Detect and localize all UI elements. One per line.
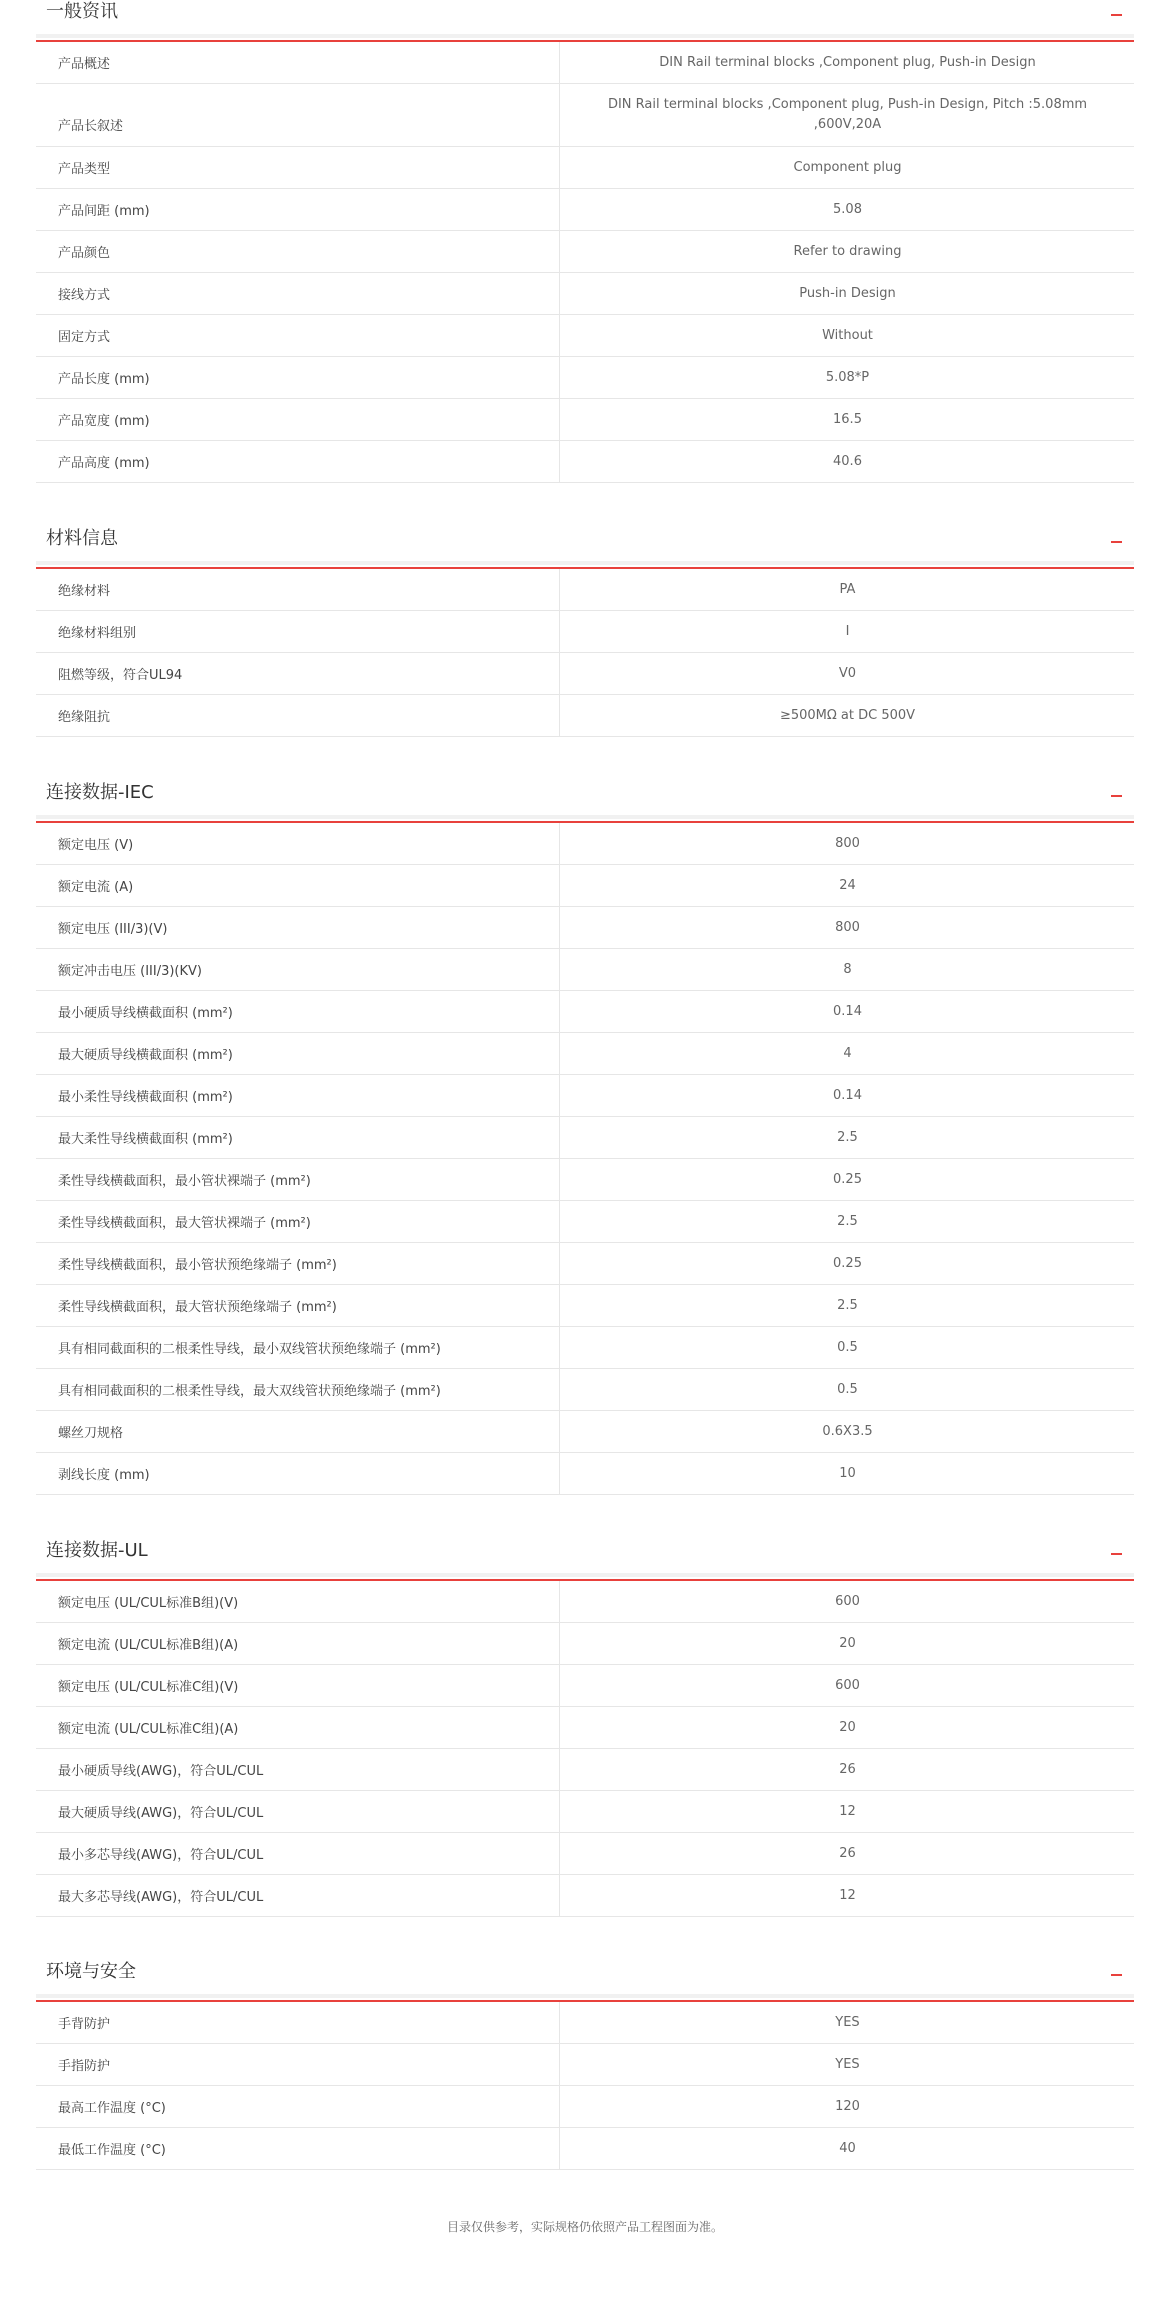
spec-label: 产品长度 (mm) bbox=[36, 357, 560, 398]
spec-value: 10 bbox=[839, 1465, 856, 1481]
spec-label: 产品长叙述 bbox=[36, 84, 560, 146]
table-row bbox=[36, 949, 1134, 991]
spec-value: 0.14 bbox=[833, 1003, 862, 1019]
spec-label: 手指防护 bbox=[36, 2044, 560, 2085]
spec-table bbox=[36, 42, 1134, 483]
spec-label: 产品类型 bbox=[36, 147, 560, 188]
spec-value: ≥500MΩ at DC 500V bbox=[779, 707, 916, 723]
spec-value: 800 bbox=[835, 919, 860, 935]
table-row bbox=[36, 1369, 1134, 1411]
table-row bbox=[36, 1623, 1134, 1665]
spec-label: 产品间距 (mm) bbox=[36, 189, 560, 230]
spec-label: 最小硬质导线横截面积 (mm²) bbox=[36, 991, 560, 1032]
spec-table bbox=[36, 1581, 1134, 1917]
table-row bbox=[36, 1791, 1134, 1833]
spec-label: 具有相同截面积的二根柔性导线，最小双线管状预绝缘端子 (mm²) bbox=[36, 1327, 560, 1368]
section-connection-ul bbox=[36, 1539, 1134, 1917]
section-general-info bbox=[36, 0, 1134, 483]
spec-value: 24 bbox=[839, 877, 856, 893]
spec-value: 8 bbox=[843, 961, 852, 977]
section-material-info bbox=[36, 527, 1134, 737]
spec-label: 额定电压 (V) bbox=[36, 823, 560, 864]
table-row bbox=[36, 1581, 1134, 1623]
spec-value: 2.5 bbox=[837, 1213, 858, 1229]
table-row bbox=[36, 569, 1134, 611]
spec-value: 2.5 bbox=[837, 1297, 858, 1313]
spec-label: 产品概述 bbox=[36, 42, 560, 83]
spec-value: 20 bbox=[839, 1635, 856, 1651]
spec-label: 额定电压 (UL/CUL标准B组)(V) bbox=[36, 1581, 560, 1622]
section-header[interactable] bbox=[36, 0, 1134, 42]
spec-label: 最大硬质导线(AWG)，符合UL/CUL bbox=[36, 1791, 560, 1832]
spec-value: 600 bbox=[835, 1677, 860, 1693]
spec-value: Push-in Design bbox=[799, 285, 896, 301]
spec-label: 柔性导线横截面积，最大管状裸端子 (mm²) bbox=[36, 1201, 560, 1242]
collapse-icon[interactable] bbox=[1111, 795, 1122, 797]
table-row bbox=[36, 1707, 1134, 1749]
spec-label: 产品高度 (mm) bbox=[36, 441, 560, 482]
table-row bbox=[36, 991, 1134, 1033]
spec-label: 额定电压 (UL/CUL标准C组)(V) bbox=[36, 1665, 560, 1706]
table-row bbox=[36, 907, 1134, 949]
spec-label: 最小多芯导线(AWG)，符合UL/CUL bbox=[36, 1833, 560, 1874]
spec-value: YES bbox=[835, 2056, 860, 2072]
table-row bbox=[36, 1833, 1134, 1875]
spec-value: DIN Rail terminal blocks ,Component plug, Push-in Design bbox=[659, 54, 1036, 70]
spec-label: 额定电流 (UL/CUL标准B组)(A) bbox=[36, 1623, 560, 1664]
spec-value: 0.14 bbox=[833, 1087, 862, 1103]
section-title: 环境与安全 bbox=[46, 1961, 136, 1982]
spec-label: 产品宽度 (mm) bbox=[36, 399, 560, 440]
spec-value: 5.08 bbox=[833, 201, 862, 217]
table-row bbox=[36, 84, 1134, 147]
spec-label: 剥线长度 (mm) bbox=[36, 1453, 560, 1494]
spec-value: Component plug bbox=[793, 159, 902, 175]
collapse-icon[interactable] bbox=[1111, 14, 1122, 16]
section-title: 材料信息 bbox=[46, 528, 118, 549]
spec-label: 柔性导线横截面积，最小管状裸端子 (mm²) bbox=[36, 1159, 560, 1200]
spec-value: 0.25 bbox=[833, 1171, 862, 1187]
table-row bbox=[36, 357, 1134, 399]
spec-label: 最大柔性导线横截面积 (mm²) bbox=[36, 1117, 560, 1158]
table-row bbox=[36, 695, 1134, 737]
spec-value: 12 bbox=[839, 1887, 856, 1903]
spec-value: I bbox=[845, 623, 850, 639]
section-title: 一般资讯 bbox=[46, 1, 118, 22]
spec-label: 螺丝刀规格 bbox=[36, 1411, 560, 1452]
table-row bbox=[36, 1327, 1134, 1369]
table-row bbox=[36, 273, 1134, 315]
spec-label: 最小硬质导线(AWG)，符合UL/CUL bbox=[36, 1749, 560, 1790]
table-row bbox=[36, 441, 1134, 483]
table-row bbox=[36, 1665, 1134, 1707]
section-header[interactable] bbox=[36, 1539, 1134, 1581]
section-connection-iec bbox=[36, 781, 1134, 1495]
table-row bbox=[36, 1033, 1134, 1075]
spec-value: 12 bbox=[839, 1803, 856, 1819]
spec-label: 最低工作温度 (°C) bbox=[36, 2128, 560, 2169]
spec-value: 0.5 bbox=[837, 1339, 858, 1355]
table-row bbox=[36, 1453, 1134, 1495]
spec-label: 手背防护 bbox=[36, 2002, 560, 2043]
spec-value: 600 bbox=[835, 1593, 860, 1609]
spec-table bbox=[36, 569, 1134, 737]
spec-value: Without bbox=[822, 327, 873, 343]
spec-value: 26 bbox=[839, 1845, 856, 1861]
table-row bbox=[36, 1749, 1134, 1791]
spec-value: 120 bbox=[835, 2098, 860, 2114]
table-row bbox=[36, 2086, 1134, 2128]
table-row bbox=[36, 1875, 1134, 1917]
spec-label: 额定冲击电压 (III/3)(KV) bbox=[36, 949, 560, 990]
spec-value: 0.25 bbox=[833, 1255, 862, 1271]
spec-label: 具有相同截面积的二根柔性导线，最大双线管状预绝缘端子 (mm²) bbox=[36, 1369, 560, 1410]
table-row bbox=[36, 1159, 1134, 1201]
spec-label: 产品颜色 bbox=[36, 231, 560, 272]
section-title: 连接数据-UL bbox=[46, 1540, 148, 1561]
section-header[interactable] bbox=[36, 781, 1134, 823]
spec-label: 接线方式 bbox=[36, 273, 560, 314]
spec-label: 额定电流 (UL/CUL标准C组)(A) bbox=[36, 1707, 560, 1748]
spec-table bbox=[36, 823, 1134, 1495]
spec-label: 绝缘材料 bbox=[36, 569, 560, 610]
spec-label: 最大多芯导线(AWG)，符合UL/CUL bbox=[36, 1875, 560, 1916]
spec-value: YES bbox=[835, 2014, 860, 2030]
table-row bbox=[36, 42, 1134, 84]
table-row bbox=[36, 653, 1134, 695]
table-row bbox=[36, 611, 1134, 653]
table-row bbox=[36, 399, 1134, 441]
table-row bbox=[36, 1201, 1134, 1243]
disclaimer-note: 目录仅供参考，实际规格仍依照产品工程图面为准。 bbox=[446, 2220, 723, 2234]
table-row bbox=[36, 865, 1134, 907]
spec-value: V0 bbox=[838, 665, 857, 681]
table-row bbox=[36, 1285, 1134, 1327]
section-header[interactable] bbox=[36, 527, 1134, 569]
spec-value: 40.6 bbox=[833, 453, 862, 469]
section-environment-safety bbox=[36, 1960, 1134, 2170]
collapse-icon[interactable] bbox=[1111, 541, 1122, 543]
table-row bbox=[36, 189, 1134, 231]
spec-value: 2.5 bbox=[837, 1129, 858, 1145]
table-row bbox=[36, 315, 1134, 357]
table-row bbox=[36, 1411, 1134, 1453]
table-row bbox=[36, 823, 1134, 865]
spec-table bbox=[36, 2002, 1134, 2170]
table-row bbox=[36, 1075, 1134, 1117]
table-row bbox=[36, 1117, 1134, 1159]
spec-value: 800 bbox=[835, 835, 860, 851]
spec-label: 额定电压 (III/3)(V) bbox=[36, 907, 560, 948]
collapse-icon[interactable] bbox=[1111, 1974, 1122, 1976]
spec-label: 最高工作温度 (°C) bbox=[36, 2086, 560, 2127]
spec-value: DIN Rail terminal blocks ,Component plug, Push-in Design, Pitch :5.08mm ,600V,20A bbox=[607, 97, 1088, 132]
spec-value: 20 bbox=[839, 1719, 856, 1735]
table-row bbox=[36, 2044, 1134, 2086]
table-row bbox=[36, 2002, 1134, 2044]
spec-value: 16.5 bbox=[833, 411, 862, 427]
spec-value: 26 bbox=[839, 1761, 856, 1777]
spec-value: 0.6X3.5 bbox=[822, 1423, 873, 1439]
table-row bbox=[36, 147, 1134, 189]
spec-label: 最大硬质导线横截面积 (mm²) bbox=[36, 1033, 560, 1074]
spec-label: 额定电流 (A) bbox=[36, 865, 560, 906]
spec-value: Refer to drawing bbox=[793, 243, 902, 259]
spec-value: PA bbox=[839, 581, 856, 597]
spec-value: 0.5 bbox=[837, 1381, 858, 1397]
spec-label: 绝缘阻抗 bbox=[36, 695, 560, 736]
spec-label: 阻燃等级，符合UL94 bbox=[36, 653, 560, 694]
table-row bbox=[36, 231, 1134, 273]
spec-value: 5.08*P bbox=[825, 369, 870, 385]
section-header[interactable] bbox=[36, 1960, 1134, 2002]
spec-value: 4 bbox=[843, 1045, 852, 1061]
spec-label: 柔性导线横截面积，最小管状预绝缘端子 (mm²) bbox=[36, 1243, 560, 1284]
collapse-icon[interactable] bbox=[1111, 1553, 1122, 1555]
spec-label: 最小柔性导线横截面积 (mm²) bbox=[36, 1075, 560, 1116]
table-row bbox=[36, 2128, 1134, 2170]
spec-label: 固定方式 bbox=[36, 315, 560, 356]
table-row bbox=[36, 1243, 1134, 1285]
section-title: 连接数据-IEC bbox=[46, 782, 154, 803]
spec-value: 40 bbox=[839, 2140, 856, 2156]
spec-label: 柔性导线横截面积，最大管状预绝缘端子 (mm²) bbox=[36, 1285, 560, 1326]
spec-label: 绝缘材料组别 bbox=[36, 611, 560, 652]
